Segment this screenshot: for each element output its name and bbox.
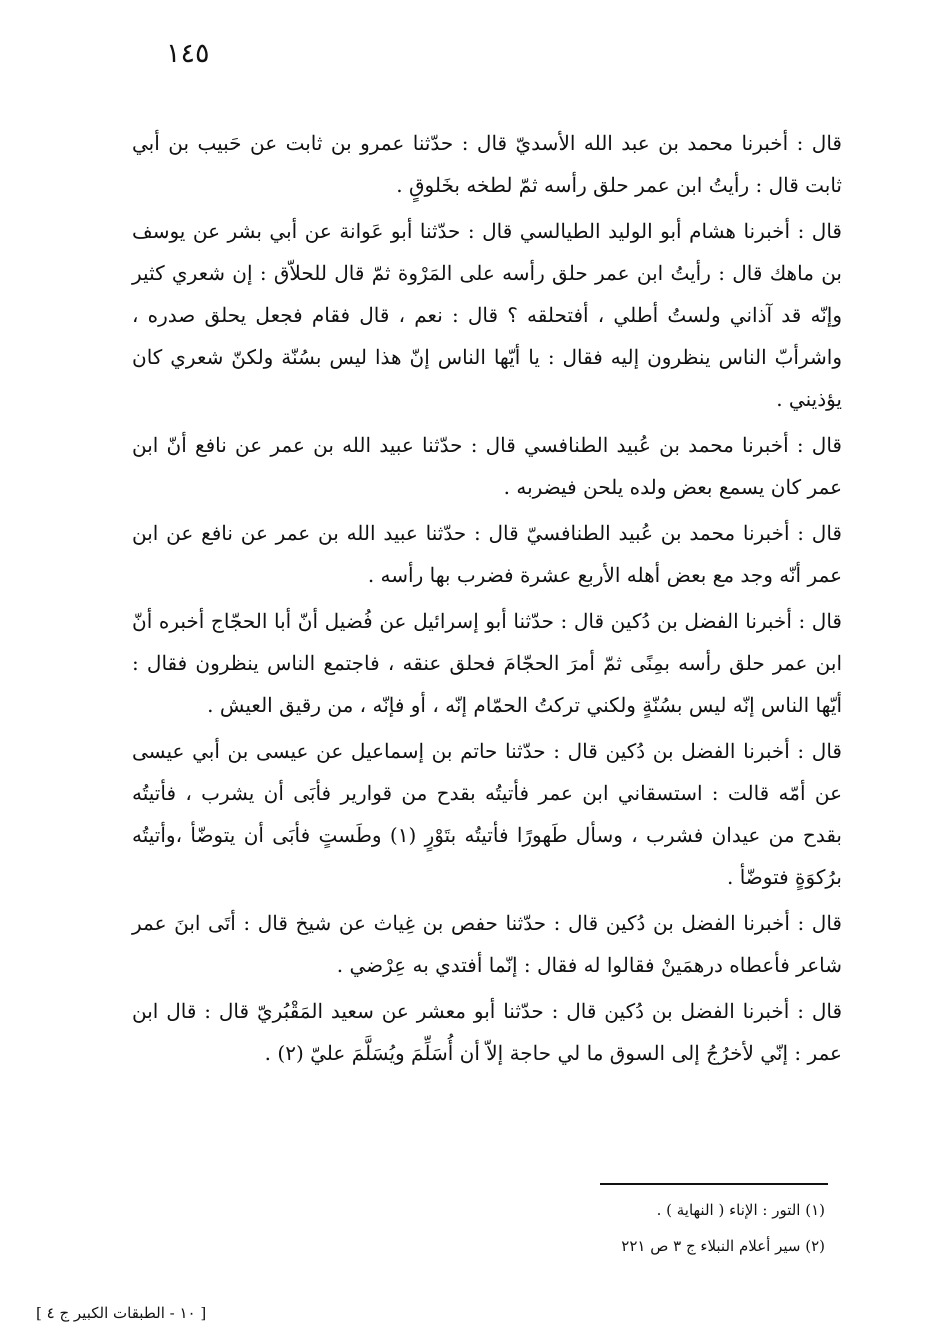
paragraph: قال : أخبرنا الفضل بن دُكين قال : حدّثنا أبو معشر عن سعيد المَقْبُريّ قال : قال ابن عمر : إنّي لأخرُجُ إلى السوق ما لي حاجة إلاّ أن أُسَلِّمَ ويُسَلَّمَ عليّ (٢) . xyxy=(132,999,842,1065)
footnote-divider xyxy=(600,1183,828,1185)
paragraph: قال : أخبرنا محمد بن عُبيد الطنافسيّ قال : حدّثنا عبيد الله بن عمر عن نافع عن ابن عمر أنّه وجد مع بعض أهله الأربع عشرة فضرب بها رأسه . xyxy=(132,521,842,587)
page-number: ١٤٥ xyxy=(166,38,210,69)
paragraph: قال : أخبرنا هشام أبو الوليد الطيالسي قال : حدّثنا أبو عَوانة عن أبي بشر عن يوسف بن ماهك قال : رأيتُ ابن عمر حلق رأسه على المَرْوة ثمّ قال للحلاّق : إن شعري كثير وإنّه قد آذاني ولستُ أطلي ، أفتحلقه ؟ قال : نعم ، قال فقام فجعل يحلق صدره ، واشرأبّ الناس ينظرون إليه فقال : يا أيّها الناس إنّ هذا ليس بسُنّة ولكنّ شعري كان يؤذيني . xyxy=(132,219,842,411)
paragraph: قال : أخبرنا الفضل بن دُكين قال : حدّثنا حفص بن غِياث عن شيخ قال : أتَى ابنَ عمر شاعر فأعطاه درهمَينْ فقالوا له فقال : إنّما أفتدي به عِرْضي . xyxy=(132,911,842,977)
paragraph: قال : أخبرنا محمد بن عبد الله الأسديّ قال : حدّثنا عمرو بن ثابت عن حَبيب بن أبي ثابت قال : رأيتُ ابن عمر حلق رأسه ثمّ لطخه بخَلوقٍ . xyxy=(132,131,842,197)
footnote: (٢) سير أعلام النبلاء ج ٣ ص ٢٢١ xyxy=(621,1237,825,1255)
paragraph: قال : أخبرنا الفضل بن دُكين قال : حدّثنا حاتم بن إسماعيل عن عيسى بن أبي عيسى عن أمّه قالت : استسقاني ابن عمر فأتيتُه بقدح من قوارير فأبَى أن يشرب ، فأتيتُه بقدح من عيدان فشرب ، وسأل طَهورًا فأتيتُه بتَوْرٍ (١) وطَستٍ فأبَى أن يتوضّأ ،وأتيتُه برُكوَةٍ فتوضّأ . xyxy=(132,739,843,889)
footnotes xyxy=(480,1192,825,1264)
body-text xyxy=(132,122,842,1078)
paragraph: قال : أخبرنا الفضل بن دُكين قال : حدّثنا أبو إسرائيل عن فُضيل أنّ أبا الحجّاج أخبره أنّ ابن عمر حلق رأسه بمِنًى ثمّ أمرَ الحجّامَ فحلق عنقه ، فاجتمع الناس ينظرون فقال : أيّها الناس إنّه ليس بسُنّةٍ ولكني تركتُ الحمّام إنّه ، أو فإنّه ، من رقيق العيش . xyxy=(132,609,842,717)
footnote: (١) التور : الإناء ( النهاية ) . xyxy=(656,1201,825,1219)
paragraph: قال : أخبرنا محمد بن عُبيد الطنافسي قال : حدّثنا عبيد الله بن عمر عن نافع أنّ ابن عمر كان يسمع بعض ولده يلحن فيضربه . xyxy=(132,433,842,499)
printer-signature: [ ١٠ - الطبقات الكبير ج ٤ ] xyxy=(36,1304,207,1322)
